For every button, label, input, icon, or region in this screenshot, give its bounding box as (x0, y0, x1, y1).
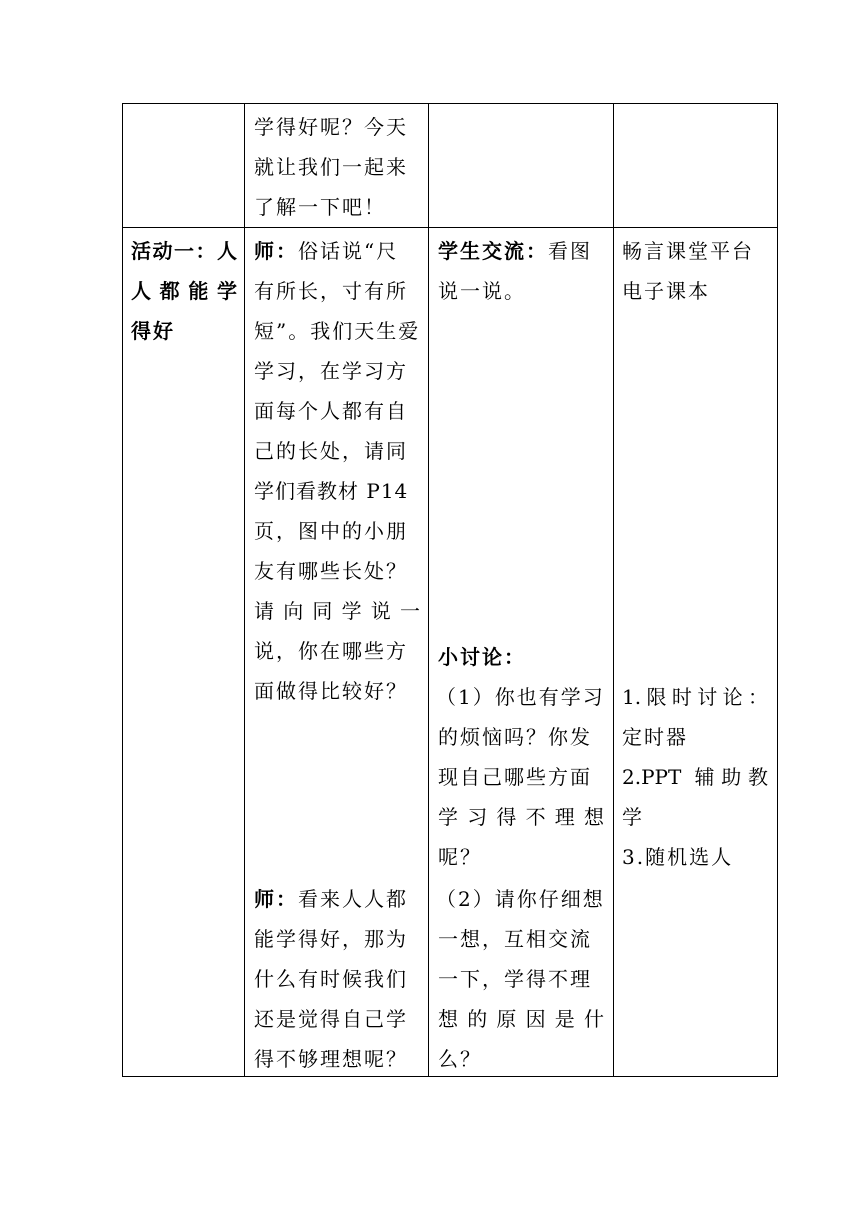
text-line: 还是觉得自己学 (254, 1007, 408, 1031)
text-line: 一下，学得不理 (438, 967, 592, 991)
text-line: 说，你在哪些方 (254, 639, 408, 663)
table-col-divider-3 (613, 103, 614, 1077)
text-span: 俗话说“尺 (298, 239, 399, 263)
table-border-left (122, 103, 123, 1077)
table-border-top (122, 103, 778, 104)
activity-title-line: 人都能学 (131, 279, 237, 303)
text-line: 说一说。 (438, 279, 526, 303)
text-line: 学习，在学习方 (254, 359, 408, 383)
text-line: 页，图中的小朋 (254, 519, 408, 543)
text-line: 请向同学说一 (254, 599, 420, 623)
table-col-divider-1 (244, 103, 245, 1077)
text-line: 学 (622, 805, 644, 829)
text-line: 面每个人都有自 (254, 399, 408, 423)
text-line: 学得好呢？今天 (254, 115, 408, 139)
text-line: 短”。我们天生爱 (254, 319, 421, 343)
text-line (438, 231, 592, 271)
text-span: 看来人人都 (298, 887, 408, 911)
teacher-label: 师： (254, 239, 298, 263)
text-line: 呢？ (438, 845, 482, 869)
text-line (254, 231, 398, 271)
text-line: 就让我们一起来 (254, 155, 408, 179)
table-border-right (777, 103, 778, 1077)
text-line: 有所长，寸有所 (254, 279, 408, 303)
text-line: 了解一下吧！ (254, 195, 386, 219)
table-row-divider (122, 227, 778, 228)
text-line: 学们看教材 P14 (254, 479, 409, 503)
text-line: 的烦恼吗？你发 (438, 725, 592, 749)
text-line: 能学得好，那为 (254, 927, 408, 951)
text-line: 一想，互相交流 (438, 927, 592, 951)
text-line: 学习得不理想 (438, 805, 604, 829)
text-line: 3.随机选人 (622, 845, 734, 869)
text-line: 己的长处，请同 (254, 439, 408, 463)
text-line: 定时器 (622, 725, 688, 749)
text-line: （2）请你仔细想 (436, 887, 605, 911)
text-line: 什么有时候我们 (254, 967, 408, 991)
table-col-divider-2 (428, 103, 429, 1077)
text-line: 电子课本 (622, 279, 710, 303)
activity-title-line: 活动一：人 (131, 239, 237, 263)
text-line: （1）你也有学习 (436, 685, 605, 709)
text-span: 看图 (548, 239, 592, 263)
text-line: 想的原因是什 (438, 1007, 604, 1031)
student-label: 学生交流： (438, 239, 548, 263)
text-line: 得不够理想呢？ (254, 1047, 408, 1071)
activity-title-line: 得好 (131, 319, 175, 343)
text-line: 友有哪些长处？ (254, 559, 408, 583)
text-line: 畅言课堂平台 (622, 239, 754, 263)
text-line: 么？ (438, 1047, 482, 1071)
discussion-title: 小讨论： (438, 645, 526, 669)
text-line: 2.PPT 辅助教 (622, 765, 768, 789)
text-line (254, 879, 408, 919)
teacher-label: 师： (254, 887, 298, 911)
text-line: 面做得比较好？ (254, 679, 408, 703)
text-line: 1.限时讨论： (622, 685, 768, 709)
text-line: 现自己哪些方面 (438, 765, 592, 789)
